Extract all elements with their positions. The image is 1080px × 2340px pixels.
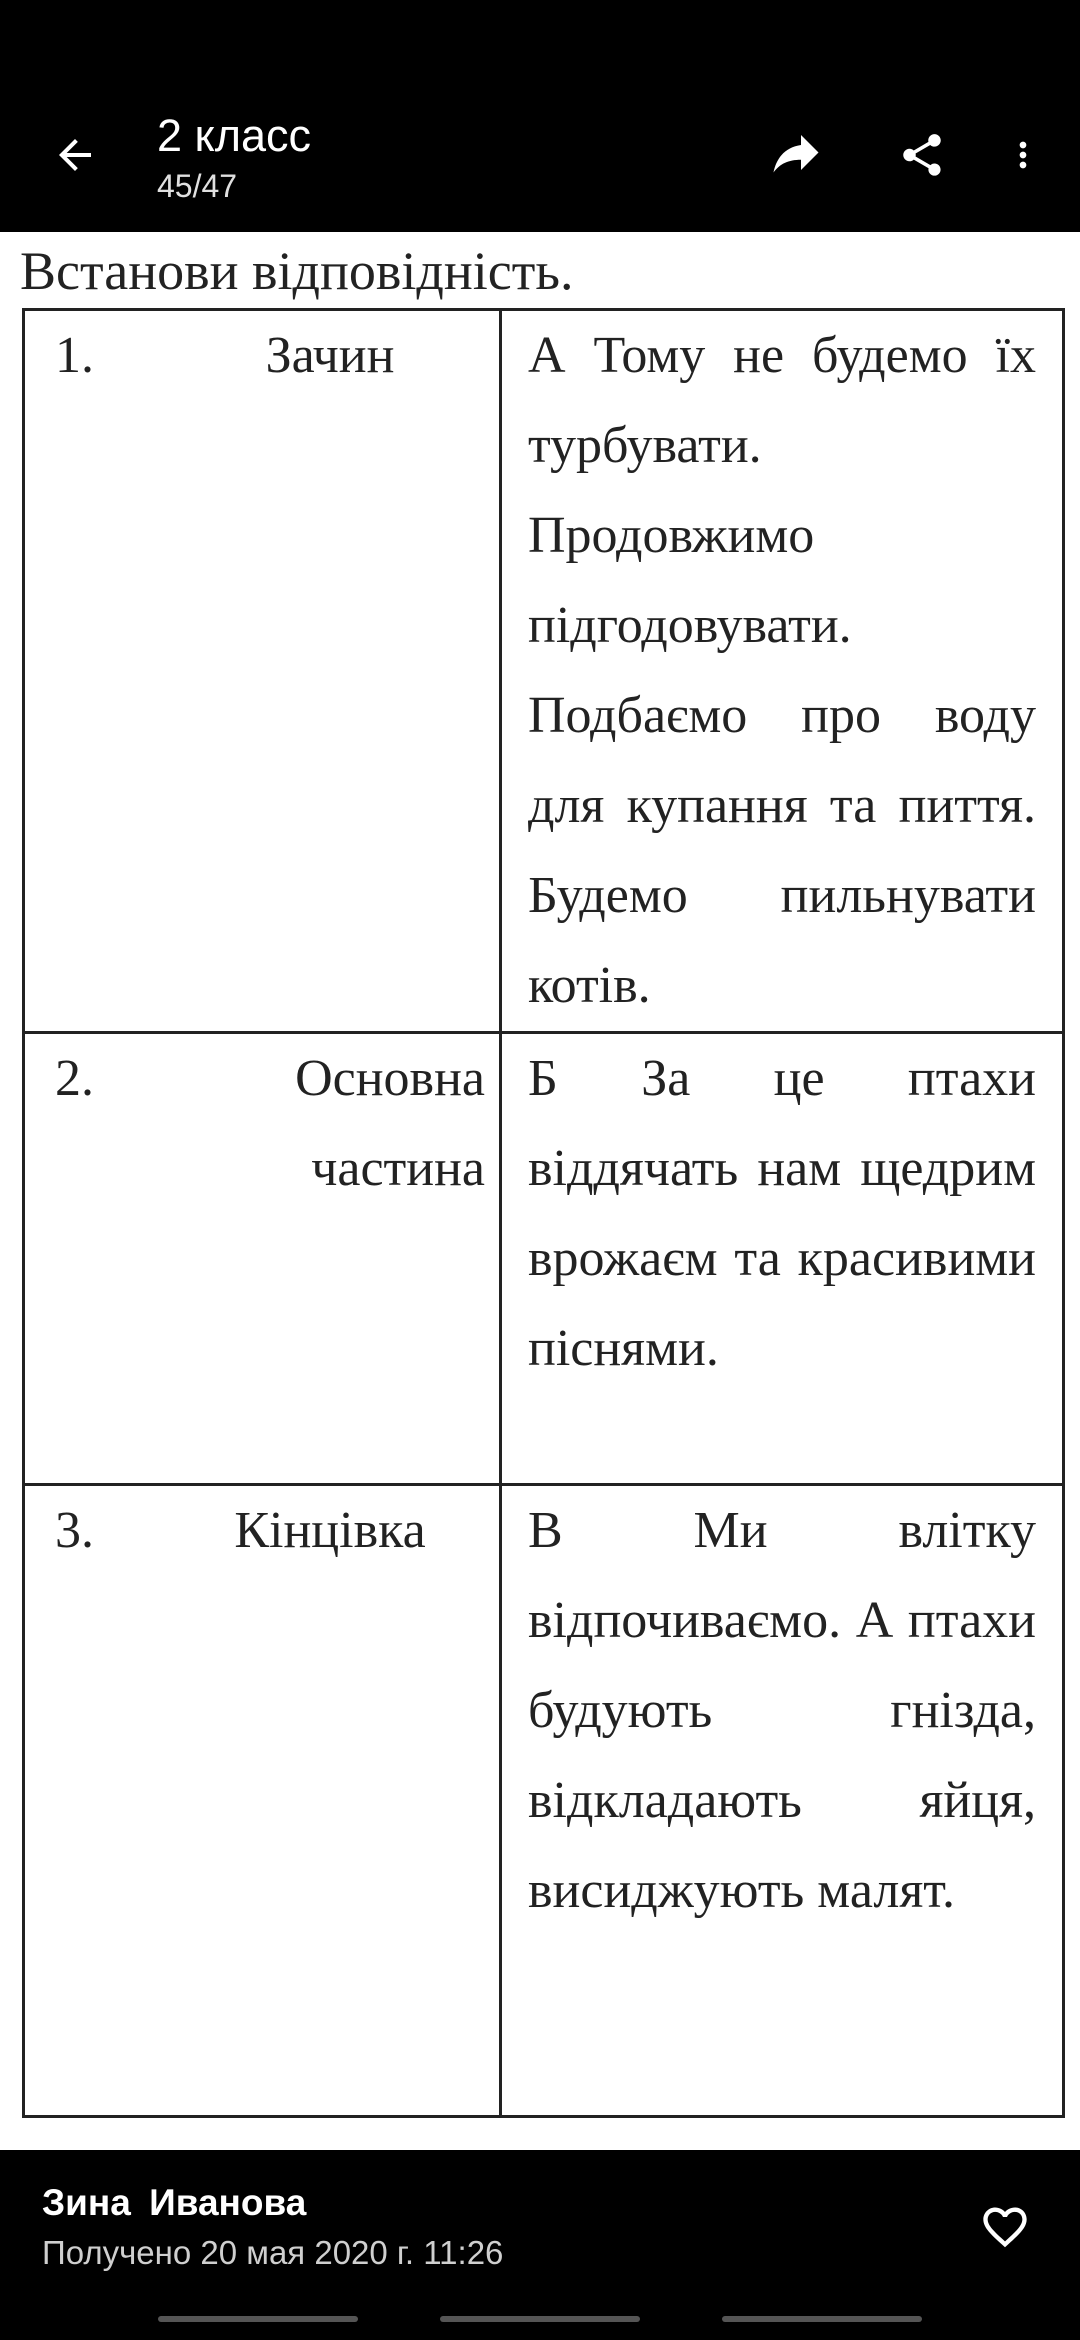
table-row [24,310,1064,1033]
story-part-cell [24,1485,501,2117]
share-button[interactable] [882,120,962,190]
received-timestamp: Получено 20 мая 2020 г. 11:26 [42,2234,504,2271]
photo-viewer[interactable] [0,232,1080,2150]
like-button[interactable] [970,2192,1040,2262]
nav-indicator-center [440,2316,640,2322]
share-icon [897,130,947,180]
more-options-button[interactable] [988,120,1058,190]
matching-table [22,308,1065,2118]
table-row [24,1033,1064,1485]
forward-button[interactable] [756,120,836,190]
more-vert-icon [1003,130,1043,180]
nav-indicator-left [158,2316,358,2322]
heart-outline-icon [979,2201,1031,2253]
task-instruction: Встанови відповідність. [20,241,574,301]
story-part-cell [24,1033,501,1485]
app-bar [0,0,1080,232]
story-part-cell [24,310,501,1033]
album-title: 2 класс [157,110,312,161]
info-bar [0,2150,1080,2340]
back-button[interactable] [40,120,110,190]
title-block [157,108,311,208]
row-number: 3. [55,1502,94,1559]
row-number: 2. [55,1050,94,1107]
story-part-label: Основна частина [295,1050,485,1197]
table-row [24,1485,1064,2117]
photo-counter: 45/47 [157,168,238,204]
row-number: 1. [55,327,94,384]
back-arrow-icon [51,131,99,179]
story-text-cell: В Ми влітку відпочиваємо. А птахи будують гнізда, відкладають яйця, висиджують малят. [501,1485,1064,2117]
sender-name: Зина Иванова [42,2182,307,2223]
nav-indicator-right [722,2316,922,2322]
story-text-cell: А Тому не будемо їх турбувати. Продовжимо підгодовувати. Подбаємо про воду для купання та пиття. Будемо пильнувати котів. [501,310,1064,1033]
forward-icon [765,130,827,180]
story-text-cell: Б За це птахи віддячать нам щедрим врожаєм та красивими піснями. [501,1033,1064,1485]
story-part-label: Кінцівка [234,1502,426,1559]
story-part-label: Зачин [265,327,395,384]
